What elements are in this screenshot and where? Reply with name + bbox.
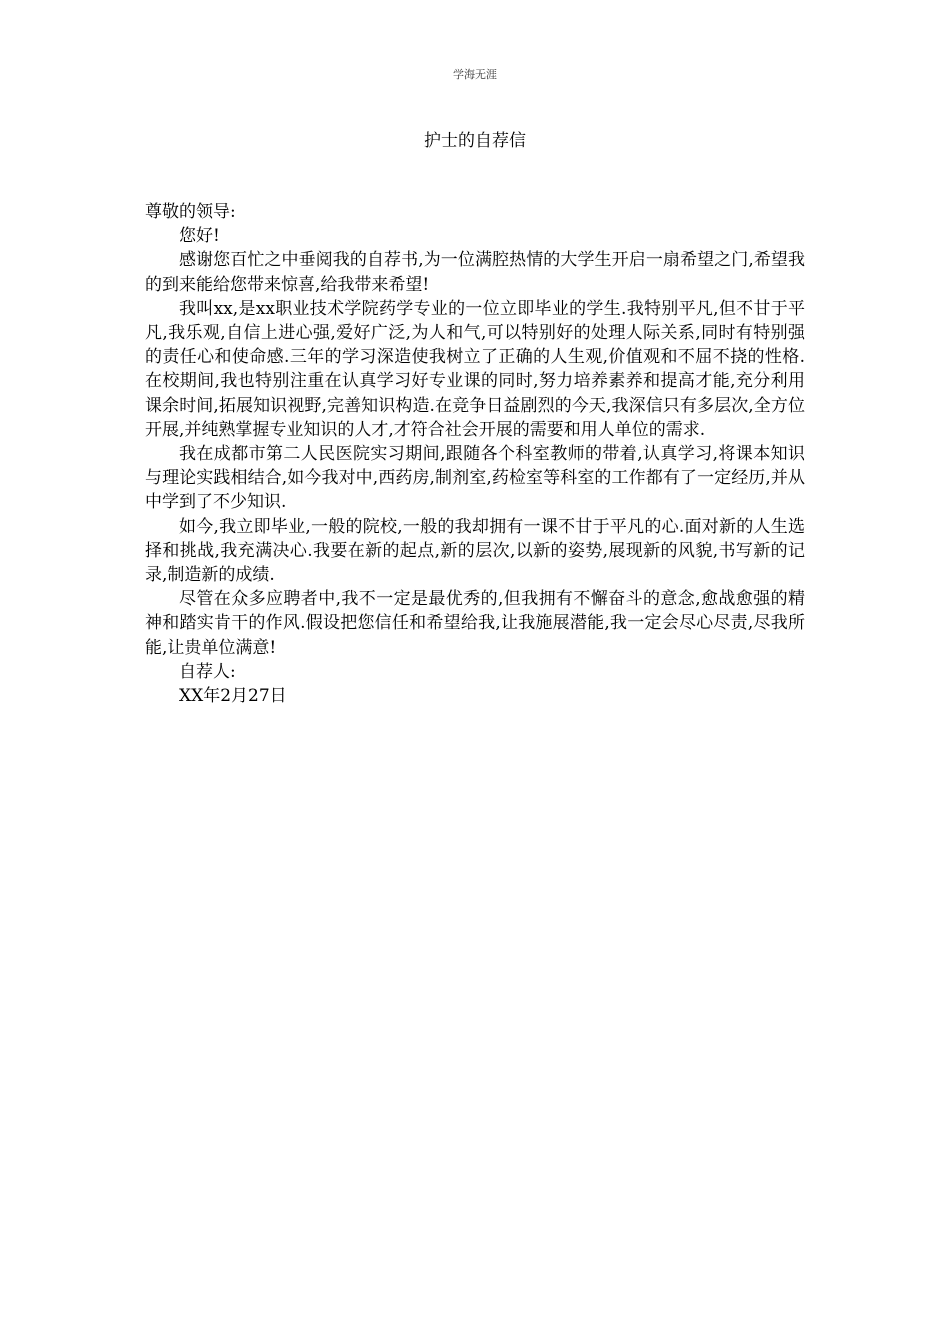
salutation: 尊敬的领导: xyxy=(145,202,236,222)
letter-body xyxy=(145,200,805,708)
letter-date: XX年2月27日 xyxy=(179,686,287,707)
document-title: 护士的自荐信 xyxy=(424,131,526,151)
signature-label: 自荐人: xyxy=(179,661,236,682)
paragraph-thanks: 感谢您百忙之中垂阅我的自荐书,为一位满腔热情的大学生开启一扇希望之门,希望我的到来能给您带来惊喜,给我带来希望! xyxy=(145,250,805,295)
paragraph-internship: 我在成都市第二人民医院实习期间,跟随各个科室教师的带着,认真学习,将课本知识与理论实践相结合,如今我对中,西药房,制剂室,药检室等科室的工作都有了一定经历,并从中学到了不少知识. xyxy=(145,444,805,513)
paragraph-ambition: 如今,我立即毕业,一般的院校,一般的我却拥有一课不甘于平凡的心.面对新的人生选择和挑战,我充满决心.我要在新的起点,新的层次,以新的姿势,展现新的风貌,书写新的记录,制造新的成绩. xyxy=(145,516,805,586)
paragraph-closing: 尽管在众多应聘者中,我不一定是最优秀的,但我拥有不懈奋斗的意念,愈战愈强的精神和踏实肯干的作风.假设把您信任和希望给我,让我施展潜能,我一定会尽心尽责,尽我所能,让贵单位满意! xyxy=(145,589,805,658)
page-header: 学海无涯 xyxy=(453,68,497,81)
greeting: 您好! xyxy=(179,226,220,247)
paragraph-introduction: 我叫xx,是xx职业技术学院药学专业的一位立即毕业的学生.我特别平凡,但不甘于平凡,我乐观,自信上进心强,爱好广泛,为人和气,可以特别好的处理人际关系,同时有特别强的责任心和使命感.三年的学习深造使我树立了正确的人生观,价值观和不屈不挠的性格.在校期间,我也特别注重在认真学习好专业课的同时,努力培养素养和提高才能,充分利用课余时间,拓展知识视野,完善知识构造.在竞争日益剧烈的今天,我深信只有多层次,全方位开展,并纯熟掌握专业知识的人才,才符合社会开展的需要和用人单位的需求. xyxy=(145,298,805,440)
